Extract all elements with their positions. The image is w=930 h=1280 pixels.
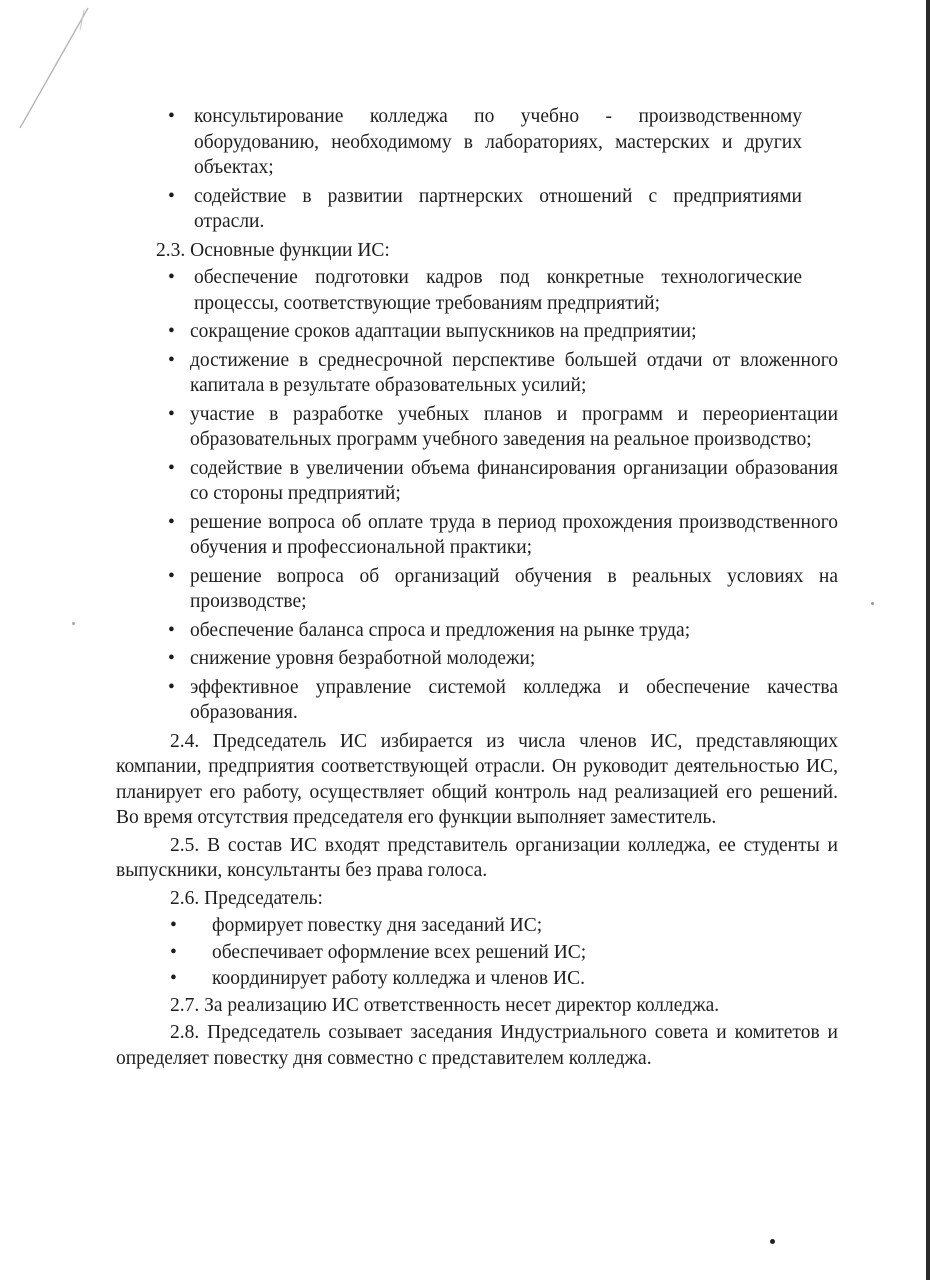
list-item: • сокращение сроков адаптации выпускников на предприятии;: [166, 319, 838, 345]
scan-edge: [926, 0, 930, 1280]
paragraph: 2.8. Председатель созывает заседания Индустриального совета и комитетов и определяет повестку дня совместно с представителем колледжа.: [116, 1022, 838, 1069]
list-item: • достижение в среднесрочной перспективе большей отдачи от вложенного капитала в результате образовательных усилий;: [166, 348, 838, 399]
list-item: • обеспечение баланса спроса и предложения на рынке труда;: [166, 618, 838, 644]
list-item: • снижение уровня безработной молодежи;: [166, 646, 838, 672]
document-body: [116, 104, 838, 1073]
list-item: • решение вопроса об организаций обучения в реальных условиях на производстве;: [166, 564, 838, 615]
list-item: • эффективное управление системой колледжа и обеспечение качества образования.: [166, 675, 838, 726]
list-item: • участие в разработке учебных планов и программ и переориентации образовательных программ учебного заведения на реальное производство;: [166, 402, 838, 453]
list-item: • решение вопроса об оплате труда в период прохождения производственного обучения и профессиональной практики;: [166, 510, 838, 561]
paragraph: 2.7. За реализацию ИС ответственность несет директор колледжа.: [170, 994, 720, 1016]
list-item: • обеспечение подготовки кадров под конкретные технологические процессы, соответствующие требованиям предприятий;: [166, 265, 802, 316]
paragraph: 2.5. В состав ИС входят представитель организации колледжа, ее студенты и выпускники, консультанты без права голоса.: [116, 834, 838, 881]
paragraph: 2.4. Председатель ИС избирается из числа членов ИС, представляющих компании, предприятия соответствующей отрасли. Он руководит деятельностью ИС, планирует его работу, осуществляет общий контроль над реализацией его решений. Во время отсутствия председателя его функции выполняет заместитель.: [116, 730, 838, 828]
scan-dot: [871, 602, 874, 605]
list-item: • координирует работу колледжа и членов ИС.: [212, 966, 838, 992]
list-item: • содействие в развитии партнерских отношений с предприятиями отрасли.: [166, 184, 802, 235]
scan-dot: [770, 1239, 775, 1244]
scan-corner-mark: [0, 0, 110, 150]
list-item: • консультирование колледжа по учебно - производственному оборудованию, необходимому в лабораториях, мастерских и других объектах;: [166, 104, 802, 181]
list-item: • содействие в увеличении объема финансирования организации образования со стороны предприятий;: [166, 456, 838, 507]
scan-dot: [72, 622, 75, 625]
paragraph: 2.6. Председатель:: [170, 887, 323, 909]
section-heading: 2.3. Основные функции ИС:: [156, 239, 390, 261]
list-item: • обеспечивает оформление всех решений ИС;: [212, 940, 838, 966]
list-item: • формирует повестку дня заседаний ИС;: [212, 913, 838, 939]
